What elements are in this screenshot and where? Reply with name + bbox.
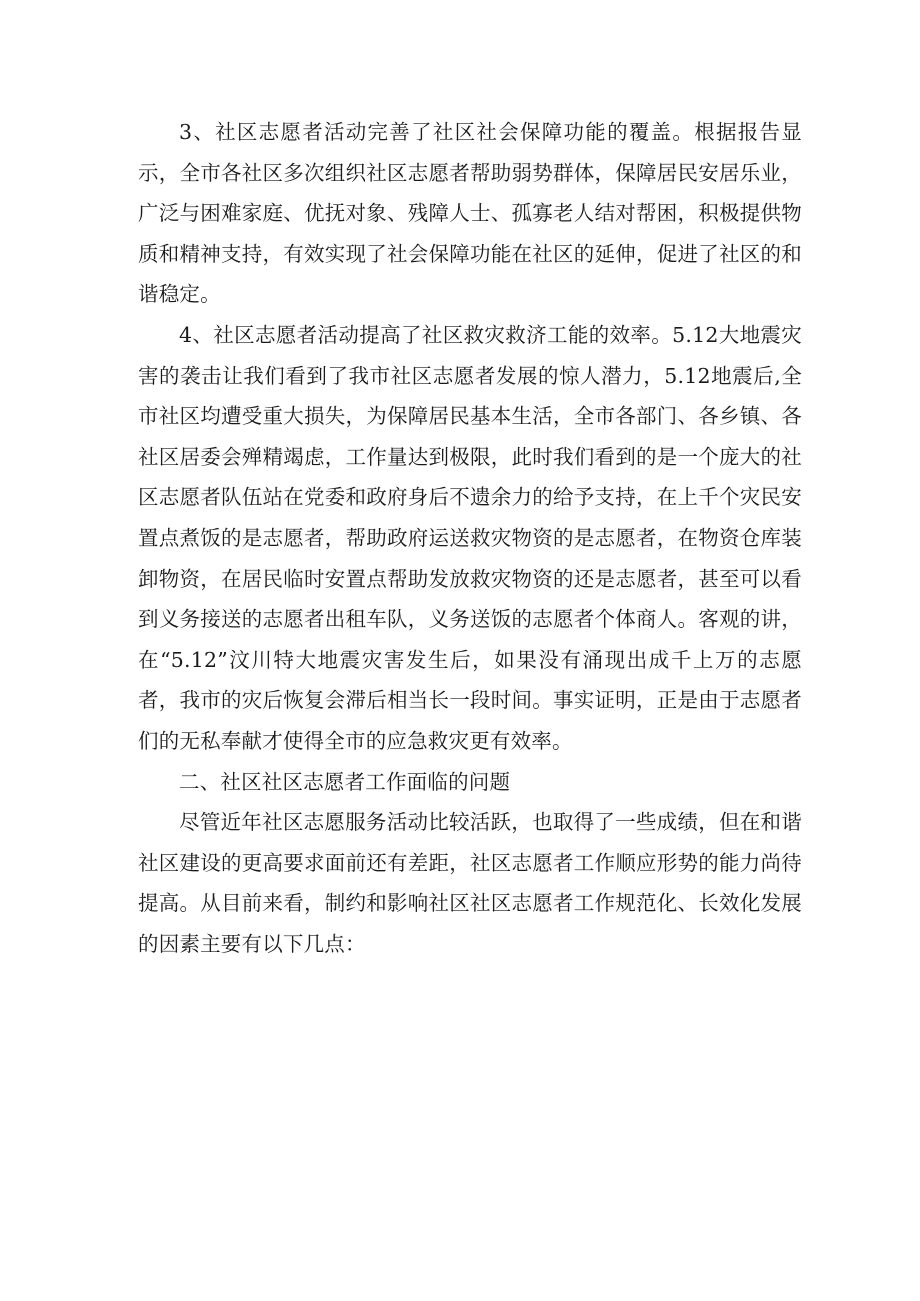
paragraph-social-security: 3、社区志愿者活动完善了社区社会保障功能的覆盖。根据报告显示，全市各社区多次组织社区志愿者帮助弱势群体，保障居民安居乐业，广泛与困难家庭、优抚对象、残障人士、孤寡老人结对帮困，积极提供物质和精神支持，有效实现了社会保障功能在社区的延伸，促进了社区的和谐稳定。 <box>138 120 802 307</box>
document-body <box>138 112 802 964</box>
section-heading-problems: 二、社区社区志愿者工作面临的问题 <box>179 769 511 794</box>
paragraph-problems-intro: 尽管近年社区志愿服务活动比较活跃，也取得了一些成绩，但在和谐社区建设的更高要求面前还有差距，社区志愿者工作顺应形势的能力尚待提高。从目前来看，制约和影响社区社区志愿者工作规范化、长效化发展的因素主要有以下几点： <box>138 810 802 956</box>
paragraph-disaster-relief: 4、社区志愿者活动提高了社区救灾救济工能的效率。5.12大地震灾害的袭击让我们看到了我市社区志愿者发展的惊人潜力，5.12地震后,全市社区均遭受重大损失，为保障居民基本生活，全市各部门、各乡镇、各社区居委会殚精竭虑，工作量达到极限，此时我们看到的是一个庞大的社区志愿者队伍站在党委和政府身后不遗余力的给予支持，在上千个灾民安置点煮饭的是志愿者，帮助政府运送救灾物资的是志愿者，在物资仓库装卸物资，在居民临时安置点帮助发放救灾物资的还是志愿者，甚至可以看到义务接送的志愿者出租车队，义务送饭的志愿者个体商人。客观的讲，在“5.12”汶川特大地震灾害发生后，如果没有涌现出成千上万的志愿者，我市的灾后恢复会滞后相当长一段时间。事实证明，正是由于志愿者们的无私奉献才使得全市的应急救灾更有效率。 <box>138 322 802 753</box>
